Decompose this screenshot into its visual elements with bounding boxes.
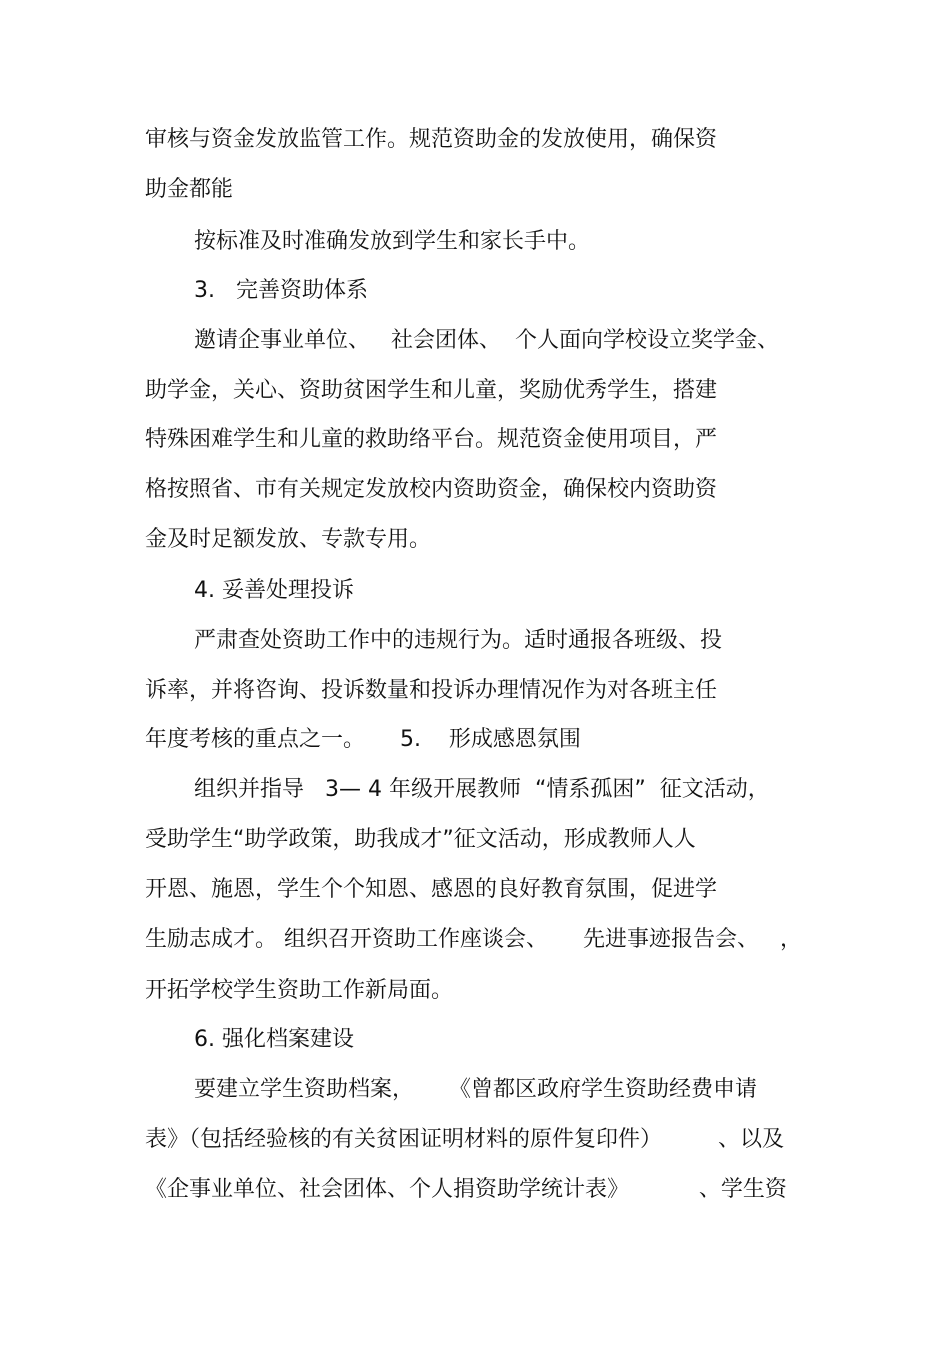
section-heading: 4. 妥善处理投诉 — [194, 578, 354, 603]
text-line: 助学金，关心、资助贫困学生和儿童，奖励优秀学生，搭建 — [145, 378, 718, 403]
text-line: 特殊困难学生和儿童的救助络平台。规范资金使用项目，严 — [145, 427, 718, 452]
text-line: 《企事业单位、社会团体、个人捐资助学统计表》 、学生资 — [145, 1177, 787, 1202]
text-line: 格按照省、市有关规定发放校内资助资金，确保校内资助资 — [145, 477, 718, 502]
text-line: 金及时足额发放、专款专用。 — [145, 527, 432, 552]
text-line: 组织并指导 3— 4 年级开展教师 “情系孤困” 征文活动， — [194, 777, 770, 802]
text-line: 受助学生“助学政策，助我成才”征文活动，形成教师人人 — [145, 827, 696, 852]
section-heading: 6. 强化档案建设 — [194, 1027, 354, 1052]
text-line: 要建立学生资助档案， 《曾都区政府学生资助经费申请 — [194, 1077, 757, 1102]
section-heading: 3. 完善资助体系 — [194, 278, 368, 303]
text-line: 年度考核的重点之一。 5. 形成感恩氛围 — [145, 727, 581, 752]
text-line: 审核与资金发放监管工作。规范资助金的发放使用，确保资 — [145, 127, 718, 152]
text-line: 开恩、施恩，学生个个知恩、感恩的良好教育氛围，促进学 — [145, 877, 718, 902]
text-line: 诉率，并将咨询、投诉数量和投诉办理情况作为对各班主任 — [145, 678, 718, 703]
text-line: 表》（包括经验核的有关贫困证明材料的原件复印件） 、以及 — [145, 1127, 784, 1152]
text-line: 严肃查处资助工作中的违规行为。适时通报各班级、投 — [194, 628, 723, 653]
text-line: 邀请企事业单位、 社会团体、 个人面向学校设立奖学金、 — [194, 328, 779, 353]
text-line: 按标准及时准确发放到学生和家长手中。 — [194, 229, 591, 254]
text-line: 生励志成才。 组织召开资助工作座谈会、 先进事迹报告会、 ， — [145, 927, 802, 952]
text-line: 开拓学校学生资助工作新局面。 — [145, 978, 454, 1003]
text-line: 助金都能 — [145, 177, 234, 202]
